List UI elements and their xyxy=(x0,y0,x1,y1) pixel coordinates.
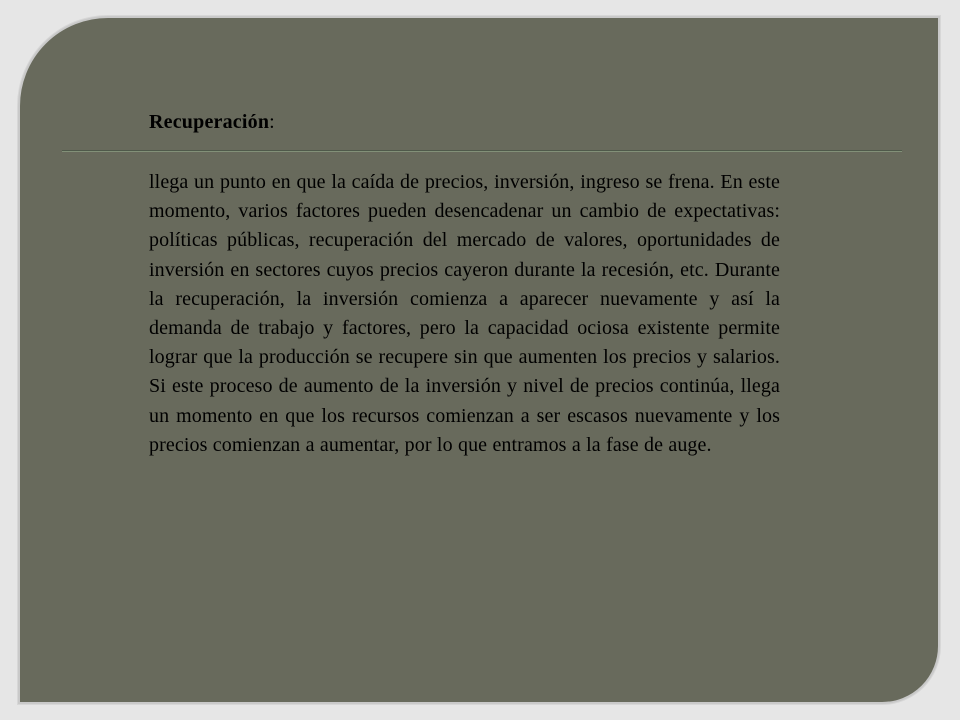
slide-title-colon: : xyxy=(269,111,275,133)
slide-title-text: Recuperación xyxy=(149,111,270,133)
slide-body-text: llega un punto en que la caída de precios, inversión, ingreso se frena. En este momento, varios factores pueden desencadenar un cambio de expectativas: políticas públicas, recuperación del mercado de valores, oportunidades de inversión en sectores cuyos precios cayeron durante la recesión, etc. Durante la recuperación, la inversión comienza a aparecer nuevamente y así la demanda de trabajo y factores, pero la capacidad ociosa existente permite lograr que la producción se recupere sin que aumenten los precios y salarios. Si este proceso de aumento de la inversión y nivel de precios continúa, llega un momento en que los recursos comienzan a ser escasos nuevamente y los precios comienzan a aumentar, por lo que entramos a la fase de auge. xyxy=(149,171,780,456)
slide-title xyxy=(149,110,275,134)
title-divider xyxy=(62,150,902,151)
